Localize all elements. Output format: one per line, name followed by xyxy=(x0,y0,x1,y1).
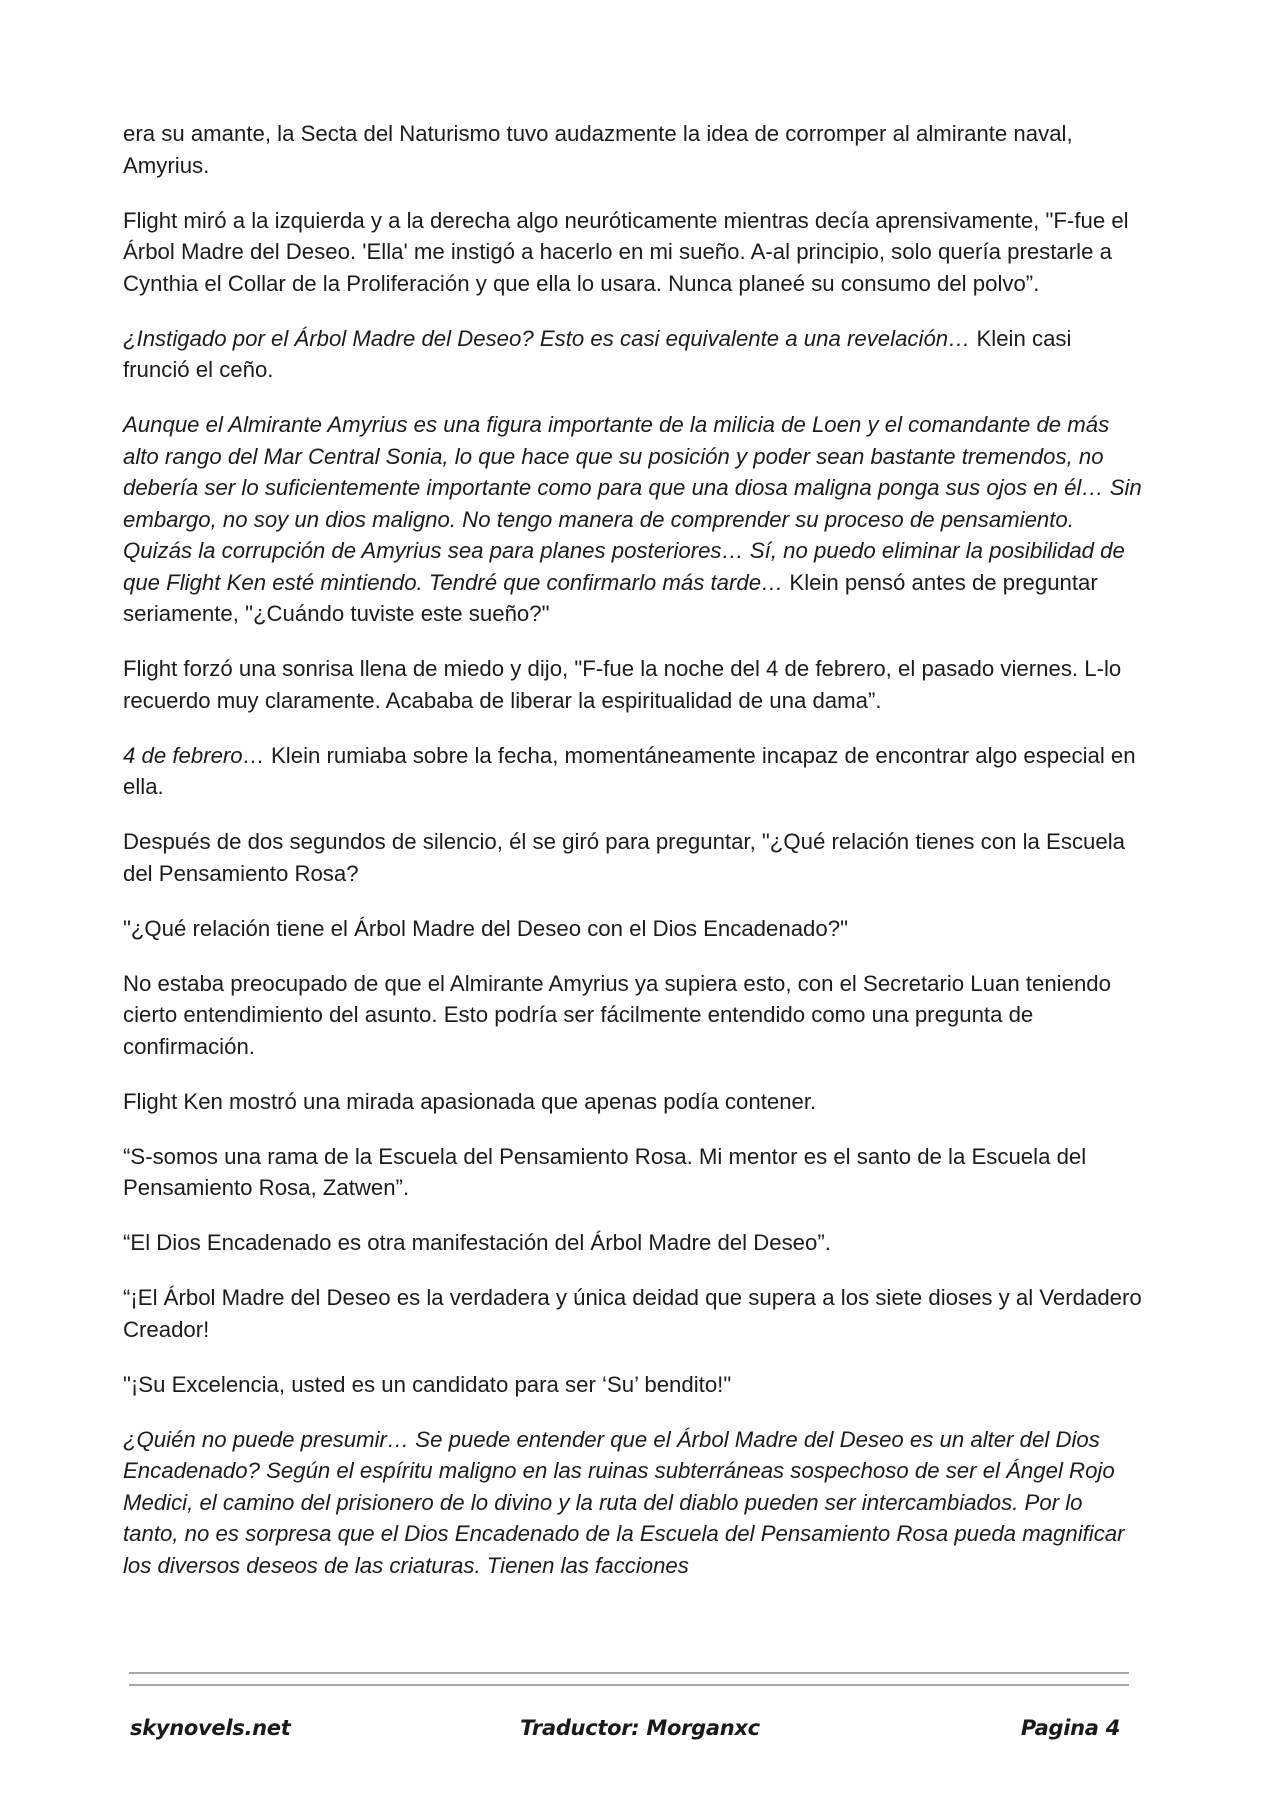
paragraph xyxy=(123,1282,1143,1345)
paragraph xyxy=(123,118,1143,181)
paragraph xyxy=(123,740,1143,803)
text-run: Flight Ken mostró una mirada apasionada que apenas podía contener. xyxy=(123,1088,817,1114)
italic-run: ¿Quién no puede presumir… Se puede entender que el Árbol Madre del Deseo es un alter del Dios Encadenado? Según el espíritu maligno en las ruinas subterráneas sospechoso de ser el Ángel Rojo Medici, el camino del prisionero de lo divino y la ruta del diablo pueden ser intercambiados. Por lo tanto, no es sorpresa que el Dios Encadenado de la Escuela del Pensamiento Rosa pueda magnificar los diversos deseos de las criaturas. Tienen las facciones xyxy=(123,1426,1125,1578)
paragraph xyxy=(123,323,1143,386)
italic-run: ¿Instigado por el Árbol Madre del Deseo? Esto es casi equivalente a una revelación… xyxy=(123,325,971,351)
paragraph xyxy=(123,1141,1143,1204)
body-text xyxy=(123,118,1143,1581)
text-run: “El Dios Encadenado es otra manifestación del Árbol Madre del Deseo”. xyxy=(123,1230,831,1255)
text-run: Klein pensó antes de preguntar seriamente, "¿Cuándo tuviste este sueño?" xyxy=(123,569,1098,626)
footer-divider-top xyxy=(129,1672,1129,1674)
text-run: Flight miró a la izquierda y a la derecha algo neuróticamente mientras decía aprensivamente, "F-fue el Árbol Madre del Deseo. 'Ella' me instigó a hacerlo en mi sueño. A-al principio, solo quería prestarle a Cynthia el Collar de la Proliferación y que ella lo usara. Nunca planeé su consumo del polvo”. xyxy=(123,207,1129,296)
paragraph xyxy=(123,409,1143,630)
italic-run: 4 de febrero… xyxy=(123,742,265,768)
paragraph xyxy=(123,1086,1143,1118)
text-run: "¿Qué relación tiene el Árbol Madre del Deseo con el Dios Encadenado?" xyxy=(123,915,848,941)
text-run: “¡El Árbol Madre del Deseo es la verdadera y única deidad que supera a los siete dioses y al Verdadero Creador! xyxy=(123,1285,1142,1342)
text-run: Klein rumiaba sobre la fecha, momentáneamente incapaz de encontrar algo especial en ella. xyxy=(123,742,1136,799)
footer-page-number: Pagina 4 xyxy=(1020,1716,1120,1740)
paragraph xyxy=(123,205,1143,300)
text-run: era su amante, la Secta del Naturismo tuvo audazmente la idea de corromper al almirante naval, Amyrius. xyxy=(123,121,1073,178)
paragraph xyxy=(123,1424,1143,1582)
italic-run: Aunque el Almirante Amyrius es una figura importante de la milicia de Loen y el comandante de más alto rango del Mar Central Sonia, lo que hace que su posición y poder sean bastante tremendos, no debería ser lo suficientemente importante como para que una diosa maligna ponga sus ojos en él… Sin embargo, no soy un dios maligno. No tengo manera de comprender su proceso de pensamiento. Quizás la corrupción de Amyrius sea para planes posteriores… Sí, no puedo eliminar la posibilidad de que Flight Ken esté mintiendo. Tendré que confirmarlo más tarde… xyxy=(123,412,1142,595)
footer-translator: Traductor: Morganxc xyxy=(520,1716,760,1740)
footer-site: skynovels.net xyxy=(130,1716,291,1740)
text-run: Después de dos segundos de silencio, él se giró para preguntar, "¿Qué relación tienes con la Escuela del Pensamiento Rosa? xyxy=(123,829,1125,886)
paragraph xyxy=(123,1227,1143,1259)
paragraph xyxy=(123,826,1143,889)
paragraph xyxy=(123,653,1143,716)
text-run: Flight forzó una sonrisa llena de miedo y dijo, "F-fue la noche del 4 de febrero, el pasado viernes. L-lo recuerdo muy claramente. Acababa de liberar la espiritualidad de una dama”. xyxy=(123,656,1122,713)
text-run: No estaba preocupado de que el Almirante Amyrius ya supiera esto, con el Secretario Luan teniendo cierto entendimiento del asunto. Esto podría ser fácilmente entendido como una pregunta de confirmación. xyxy=(123,970,1111,1059)
paragraph xyxy=(123,1369,1143,1401)
paragraph xyxy=(123,968,1143,1063)
text-run: “S-somos una rama de la Escuela del Pensamiento Rosa. Mi mentor es el santo de la Escuela del Pensamiento Rosa, Zatwen”. xyxy=(123,1143,1087,1200)
footer-divider-bottom xyxy=(129,1684,1129,1686)
text-run: "¡Su Excelencia, usted es un candidato para ser ‘Su’ bendito!" xyxy=(123,1371,732,1397)
paragraph xyxy=(123,913,1143,945)
text-run: Klein casi frunció el ceño. xyxy=(123,325,1072,382)
